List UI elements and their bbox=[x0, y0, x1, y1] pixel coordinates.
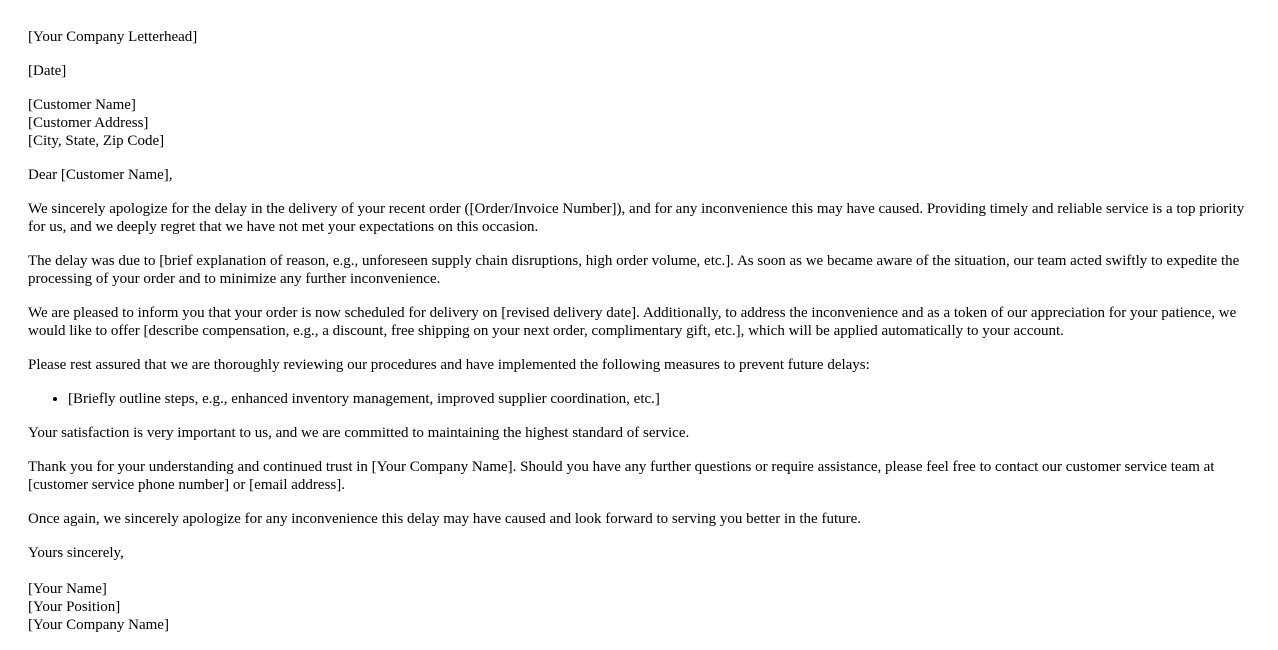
recipient-name: [Customer Name] bbox=[28, 97, 136, 113]
letter-date: [Date] bbox=[28, 63, 67, 79]
recipient-address: [Customer Address] bbox=[28, 115, 149, 131]
measures-list bbox=[28, 390, 1254, 408]
recipient-address-block bbox=[28, 96, 1254, 150]
closing-paragraph: Once again, we sincerely apologize for any inconvenience this delay may have caused and look forward to serving you better in the future. bbox=[28, 511, 862, 527]
body-paragraph: We are pleased to inform you that your order is now scheduled for delivery on [revised delivery date]. Additionally, to address the inconvenience and as a token of our appreciation for your patience, we would like to offer [describe compensation, e.g., a discount, free shipping on your next order, complimentary gift, etc.], which will be applied automatically to your account. bbox=[28, 305, 1237, 339]
signoff: Yours sincerely, bbox=[28, 545, 124, 561]
signature-block bbox=[28, 580, 1254, 634]
body-paragraph: Please rest assured that we are thoroughly reviewing our procedures and have implemented the following measures to prevent future delays: bbox=[28, 357, 870, 373]
recipient-city-state-zip: [City, State, Zip Code] bbox=[28, 133, 165, 149]
salutation: Dear [Customer Name], bbox=[28, 167, 173, 183]
closing-paragraph: Your satisfaction is very important to us, and we are committed to maintaining the highest standard of service. bbox=[28, 425, 690, 441]
letterhead: [Your Company Letterhead] bbox=[28, 29, 198, 45]
body-paragraph: We sincerely apologize for the delay in the delivery of your recent order ([Order/Invoice Number]), and for any inconvenience this may have caused. Providing timely and reliable service is a top priority for us, and we deeply regret that we have not met your expectations on this occasion. bbox=[28, 201, 1245, 235]
list-item: • [Briefly outline steps, e.g., enhanced inventory management, improved supplier coordination, etc.] bbox=[68, 390, 1254, 408]
letter-document bbox=[28, 28, 1254, 650]
signature-position: [Your Position] bbox=[28, 599, 121, 615]
signature-company: [Your Company Name] bbox=[28, 617, 169, 633]
body-paragraph: The delay was due to [brief explanation of reason, e.g., unforeseen supply chain disruptions, high order volume, etc.]. As soon as we became aware of the situation, our team acted swiftly to expedite the processing of your order and to minimize any further inconvenience. bbox=[28, 253, 1240, 287]
closing-paragraph: Thank you for your understanding and continued trust in [Your Company Name]. Should you have any further questions or require assistance, please feel free to contact our customer service team at [customer service phone number] or [email address]. bbox=[28, 459, 1215, 493]
signature-name: [Your Name] bbox=[28, 581, 107, 597]
